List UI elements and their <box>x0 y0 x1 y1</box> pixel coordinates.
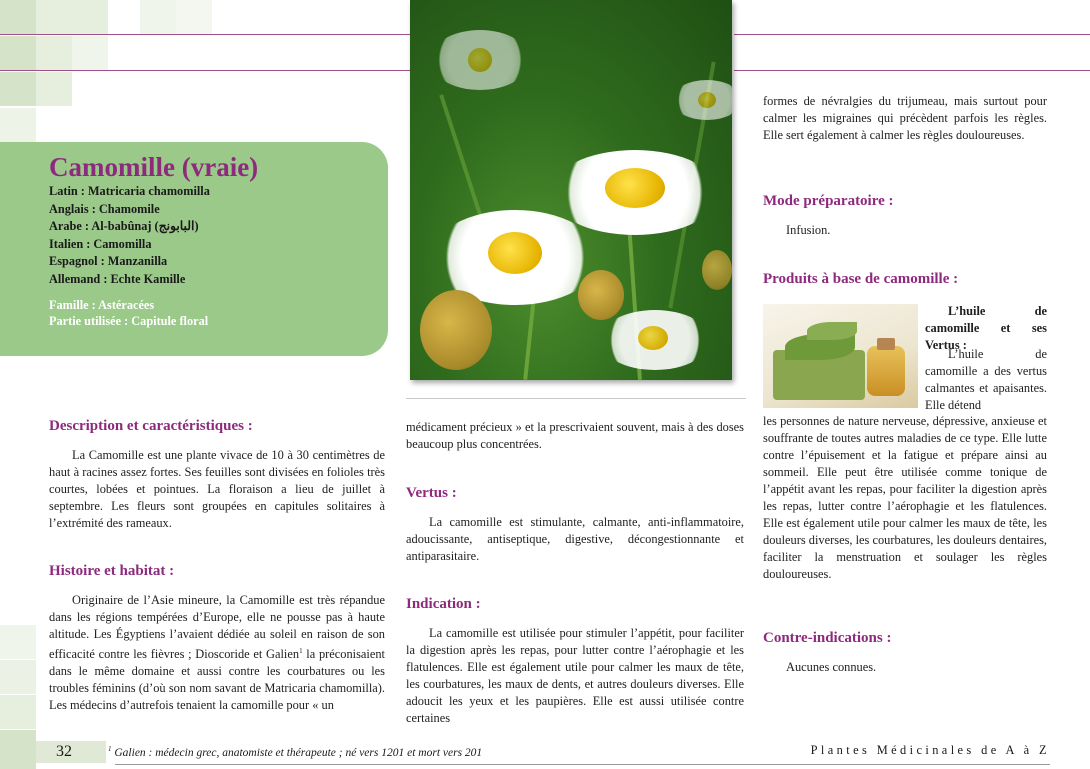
decor-square <box>0 72 36 106</box>
footer-rule <box>115 764 1050 765</box>
book-title: Plantes Médicinales de A à Z <box>810 743 1050 757</box>
page-number: 32 <box>56 743 72 760</box>
decor-square <box>36 0 72 34</box>
plant-names <box>49 183 210 288</box>
section-heading-vertus: Vertus : <box>406 485 457 501</box>
part-used-label: Partie utilisée : Capitule floral <box>49 314 209 328</box>
histoire-text-a: Originaire de l’Asie mineure, la Camomille est très répandue dans les régions tempérées d’Europe, elle ne pousse pas à haute altitude. Les Égyptiens l’avaient dédiée au soleil en raison de son efficacité contre les fièvres ; Dioscoride et Galien <box>49 593 385 662</box>
header-rule <box>0 70 410 71</box>
histoire-text <box>49 592 385 714</box>
contre-text: Aucunes connues. <box>786 660 877 674</box>
decor-square <box>0 660 36 694</box>
footnote <box>108 745 482 759</box>
section-heading-contre: Contre-indications : <box>763 630 892 646</box>
name-english: Anglais : Chamomile <box>49 201 160 216</box>
produits-text-short: L’huile de camomille a des vertus calmantes et apaisantes. Elle détend <box>925 347 1047 412</box>
section-heading-histoire: Histoire et habitat : <box>49 563 175 579</box>
description-text: La Camomille est une plante vivace de 10 à 30 centimètres de haut à racines assez fortes. Ses feuilles sont divisées en folioles très courtes, lobées et pointues. La floraison a lieu de juillet à septembre. Les fleurs sont groupées en capitules solitaires à l’extrémité des rameaux. <box>49 448 385 530</box>
section-heading-produits: Produits à base de camomille : <box>763 271 959 287</box>
decor-square <box>0 0 36 34</box>
indication-text-continued: formes de névralgies du trijumeau, mais surtout pour calmer les migraines qui précèdent parfois les règles. Elle sert également à calmer les règles douloureuses. <box>763 94 1047 142</box>
mode-text: Infusion. <box>786 223 831 237</box>
decor-square <box>36 36 72 70</box>
decor-square <box>176 0 212 34</box>
header-rule <box>0 34 410 35</box>
decor-square <box>72 0 108 34</box>
page-title: Camomille (vraie) <box>49 152 259 182</box>
header-rule <box>734 70 1090 71</box>
decor-square <box>0 695 36 729</box>
vertus-text: La camomille est stimulante, calmante, anti-inflammatoire, adoucissante, antiseptique, digestive, décongestionnante et antiparasitaire. <box>406 515 744 563</box>
decor-square <box>0 108 36 142</box>
histoire-text-continued: médicament précieux » et la prescrivaient souvent, mais à des doses beaucoup plus concentrées. <box>406 420 744 451</box>
column-rule <box>406 398 746 399</box>
decor-square <box>0 730 36 769</box>
produits-text-long: les personnes de nature nerveuse, dépressive, anxieuse et souffrante de toutes autres maladies de ce type. Elle lutte contre l’épuisement et la fatigue et prépare ainsi au sommeil. Elle peut être utilisée comme tonique de l’appétit avant les repas, pour faciliter la digestion après les repas, lutter contre l’aérophagie et les flatulences. Elle est également utile pour calmer les maux de tête, les douleurs diverses, les courbatures, les douleurs dentaires, faciliter la menstruation et soulager les règles douloureuses. <box>763 414 1047 581</box>
indication-text: La camomille est utilisée pour stimuler l’appétit, pour faciliter la digestion après les repas, pour lutter contre l’aérophagie et les flatulences. Elle est également utile pour calmer les maux de tête, les courbatures, les maux de dents, et autres douleurs diverses. Elle adoucit les yeux et les paupières. Elle est aussi utilisée contre certaines <box>406 626 744 725</box>
footnote-marker: 1 <box>108 745 112 753</box>
produits-subheading: L’huile de camomille et ses Vertus : <box>925 304 1047 352</box>
decor-square <box>0 625 36 659</box>
family-label: Famille : Astéracées <box>49 298 155 312</box>
oil-soap-photo <box>763 304 918 408</box>
name-latin: Latin : Matricaria chamomilla <box>49 184 210 198</box>
header-rule <box>734 34 1090 35</box>
section-heading-description: Description et caractéristiques : <box>49 418 253 434</box>
decor-square <box>140 0 176 34</box>
histoire-text-b: la préconisaient dans le même domaine et aussi contre les courbatures ou les troubles féminins (d’où son nom savant de Matricaria chamomilla). Les médecins d’autrefois tenaient la camomille pour « un <box>49 647 386 713</box>
footnote-text: Galien : médecin grec, anatomiste et thérapeute ; né vers 1201 et mort vers 201 <box>114 746 483 759</box>
name-italian: Italien : Camomilla <box>49 236 152 251</box>
footnote-ref: 1 <box>299 647 303 655</box>
decor-square <box>72 36 108 70</box>
decor-square <box>36 72 72 106</box>
chamomile-photo <box>410 0 732 380</box>
plant-meta <box>49 297 208 329</box>
section-heading-indication: Indication : <box>406 596 481 612</box>
name-german: Allemand : Echte Kamille <box>49 271 186 286</box>
section-heading-mode: Mode préparatoire : <box>763 193 894 209</box>
name-spanish: Espagnol : Manzanilla <box>49 254 168 268</box>
name-arabic: Arabe : Al-babûnaj (البابونج) <box>49 219 199 233</box>
decor-square <box>0 36 36 70</box>
